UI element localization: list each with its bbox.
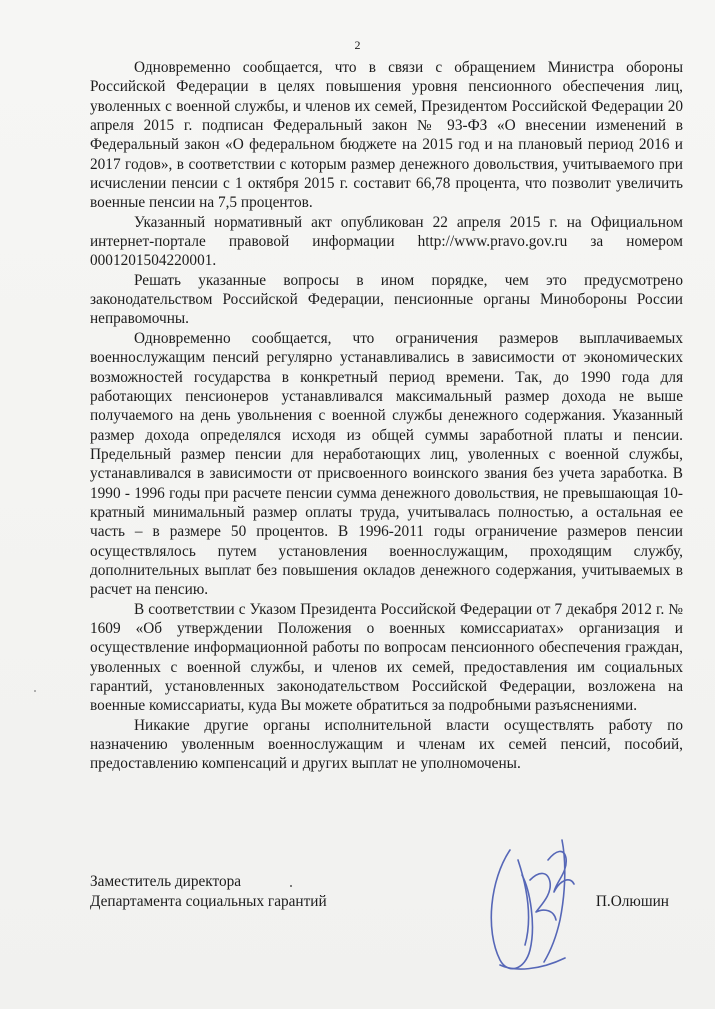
signature-block — [90, 872, 683, 912]
paragraph-pension-increase-law: Одновременно сообщается, что в связи с обращением Министра обороны Российской Федерации в целях повышения уровня пенсионного обеспечения лиц, уволенных с военной службы, и членов их семей, Президентом Российской Федерации 20 апреля 2015 г. подписан Федеральный закон № 93-ФЗ «О внесении изменений в Федеральный закон «О федеральном бюджете на 2015 год и на плановый период 2016 и 2017 годов», в соответствии с которым размер денежного довольствия, учитываемого при исчислении пенсии с 1 октября 2015 г. составит 66,78 процента, что позволит увеличить военные пенсии на 7,5 процентов. — [90, 59, 683, 212]
paragraph-no-other-authority: Никакие другие органы исполнительной власти осуществлять работу по назначению уволенным военнослужащим и членам их семей пенсий, пособий, предоставлению компенсаций и других выплат не уполномочены. — [90, 716, 683, 773]
paragraph-authority-limits: Решать указанные вопросы в ином порядке, чем это предусмотрено законодательством Российской Федерации, пенсионные органы Минобороны России неправомочны. — [90, 271, 683, 328]
page-number: 2 — [354, 38, 361, 52]
letter-body — [90, 58, 683, 774]
scan-speck — [290, 885, 292, 887]
signer-title-line-2: Департамента социальных гарантий — [90, 893, 327, 910]
signer-name: П.Олюшин — [595, 893, 669, 910]
paragraph-military-commissariats: В соответствии с Указом Президента Российской Федерации от 7 декабря 2012 г. № 1609 «Об утверждении Положения о военных комиссариатах» организация и осуществление информационной работы по вопросам пенсионного обеспечения граждан, уволенных с военной службы, и членов их семей, предоставления им социальных гарантий, установленных законодательством Российской Федерации, возложена на военные комиссариаты, куда Вы можете обратиться за подробными разъяснениями. — [90, 600, 683, 715]
paragraph-publication: Указанный нормативный акт опубликован 22 апреля 2015 г. на Официальном интернет-портале правовой информации http://www.pravo.gov.ru за номером 0001201504220001. — [90, 213, 683, 270]
paragraph-pension-limits-history: Одновременно сообщается, что ограничения размеров выплачиваемых военнослужащим пенсий регулярно устанавливались в зависимости от экономических возможностей государства в конкретный период времени. Так, до 1990 года для работающих пенсионеров устанавливался максимальный размер дохода не выше получаемого на день увольнения с военной службы денежного содержания. Указанный размер дохода определялся исходя из общей суммы заработной платы и пенсии. Предельный размер пенсии для неработающих лиц, уволенных с военной службы, устанавливался в зависимости от присвоенного воинского звания без учета заработка. В 1990 - 1996 годы при расчете пенсии сумма денежного довольствия, не превышающая 10-кратный минимальный размер оплаты труда, учитывалась полностью, а остальная ее часть – в размере 50 процентов. В 1996-2011 годы ограничение размеров пенсии осуществлялось путем установления военнослужащим, проходящим службу, дополнительных выплат без повышения окладов денежного содержания, учитываемых в расчет на пенсию. — [90, 329, 683, 599]
scan-speck — [34, 690, 36, 692]
signer-title-line-1: Заместитель директора — [90, 873, 242, 890]
